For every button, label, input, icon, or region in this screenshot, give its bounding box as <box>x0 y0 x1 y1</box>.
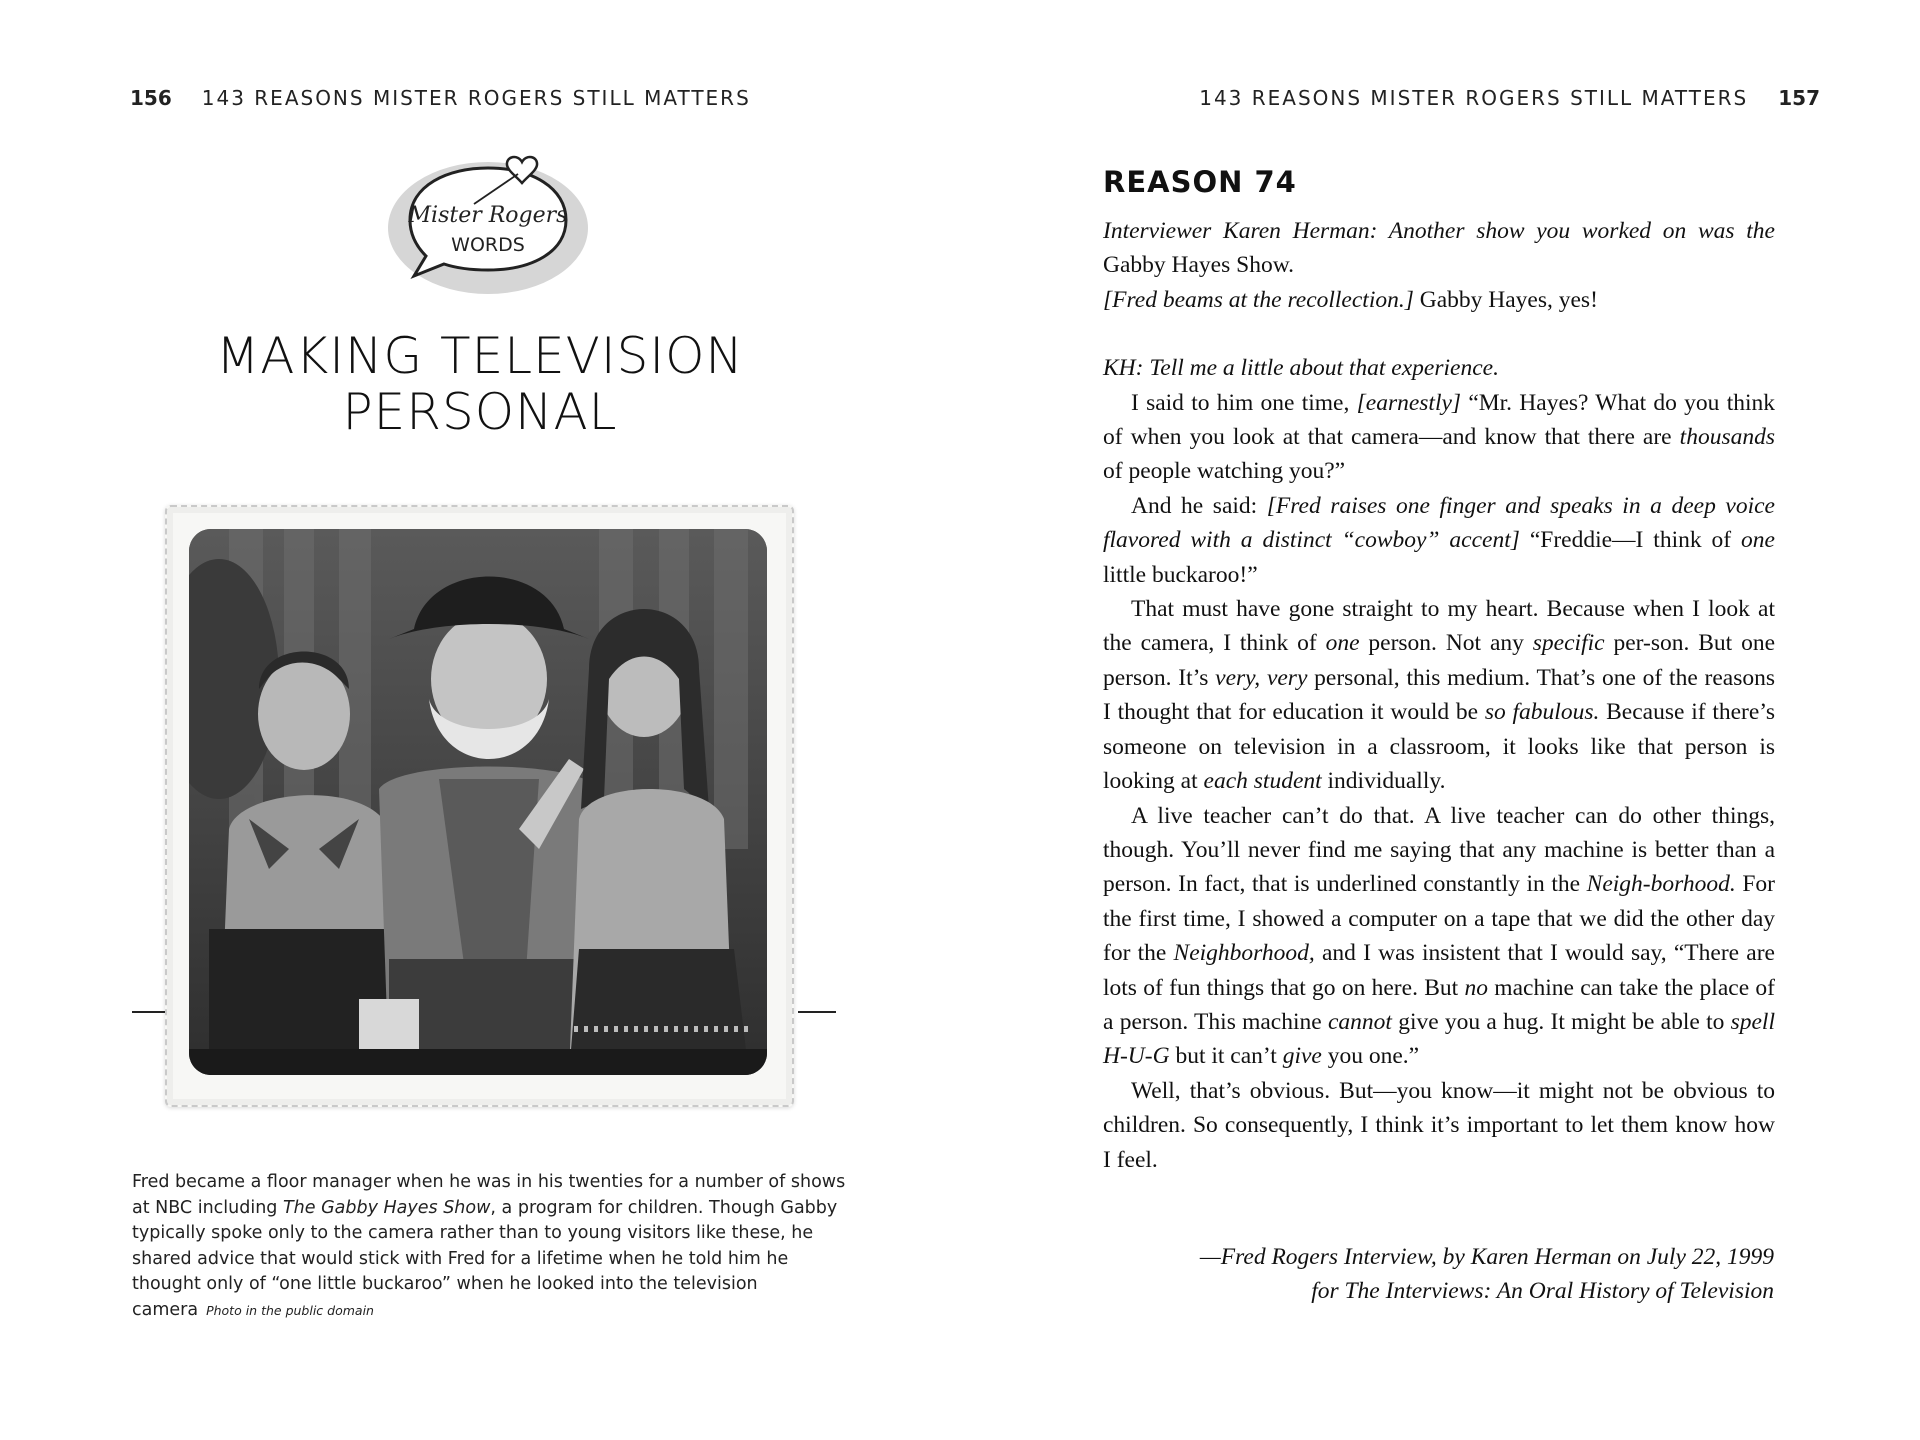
photo-illustration <box>189 529 767 1075</box>
photo-caption <box>132 1170 852 1323</box>
running-head-text-right: 143 REASONS MISTER ROGERS STILL MATTERS <box>1199 86 1749 110</box>
p4-text-a: A live teacher can’t do that. A live teacher can do other things, though. You’ll never find me saying that any machine is better than a person. In fact, that is underlined constantly in the <box>1103 802 1775 898</box>
gabby-hayes-photo <box>189 529 767 1075</box>
p2-italic-1: [Fred raises one finger and speaks in a deep voice flavored with a distinct “cowboy” accent] <box>1103 492 1775 554</box>
p4-italic-3: no <box>1464 974 1488 1001</box>
p4-text-c: and I was insistent that I would say, “There are lots of fun things that go on here. But <box>1103 940 1775 1001</box>
attribution-line-2: for The Interviews: An Oral History of Television <box>1311 1278 1774 1305</box>
attribution-line-1: —Fred Rogers Interview, by Karen Herman on July 22, 1999 <box>1199 1244 1774 1270</box>
chapter-title-line-1: MAKING TELEVISION <box>216 327 744 385</box>
p3-italic-1: one <box>1325 630 1360 657</box>
p4-italic-2: Neighborhood, <box>1173 940 1315 967</box>
right-page <box>960 0 1920 1440</box>
p3-text-a: That must have gone straight to my heart. Because when I look at the camera, I think of <box>1103 596 1775 657</box>
photo-frame <box>165 505 794 1107</box>
logo-script-text: Mister Rogers <box>408 203 568 228</box>
logo-words-label: WORDS <box>451 234 525 256</box>
p3-italic-5: each student <box>1203 768 1322 795</box>
p3-text-c: per-son. But one person. It’s <box>1103 630 1775 691</box>
caption-show-title: The Gabby Hayes Show <box>282 1197 491 1218</box>
p3-text-b: person. Not any <box>1359 630 1533 657</box>
p4-italic-4: cannot <box>1327 1008 1392 1035</box>
chapter-title <box>120 328 840 440</box>
p3-italic-4: so fabulous. <box>1484 699 1600 726</box>
answer-1-stage-direction: [Fred beams at the recollection.] <box>1103 286 1414 313</box>
p4-text-d: machine can take the place of a person. This machine <box>1103 974 1775 1035</box>
p1-text-c: of people watching you?” <box>1103 458 1346 485</box>
attribution <box>1134 1240 1774 1309</box>
paragraph-2 <box>1103 489 1775 592</box>
question-1-show: Gabby Hayes Show. <box>1103 252 1295 279</box>
p3-text-d: personal, this medium. That’s one of the reasons I thought that for education it would be <box>1103 664 1776 726</box>
p3-text-f: individually. <box>1321 768 1446 795</box>
reason-title: REASON 74 <box>1103 165 1297 199</box>
p4-text-g: you one.” <box>1321 1043 1420 1070</box>
paragraph-5: Well, that’s obvious. But—you know—it might not be obvious to children. So consequently, I think it’s important to let them know how I feel. <box>1103 1077 1775 1173</box>
p4-text-f: but it can’t <box>1169 1043 1283 1070</box>
mister-rogers-words-logo <box>370 150 600 300</box>
p1-text-b: “Mr. Hayes? What do you think of when you look at that camera—and know that there are <box>1103 389 1775 451</box>
interview-text <box>1103 214 1775 1177</box>
running-head-right <box>1199 86 1820 110</box>
running-head-text-left: 143 REASONS MISTER ROGERS STILL MATTERS <box>201 86 751 110</box>
paragraph-gap <box>1103 317 1775 351</box>
p2-text-a: And he said: <box>1131 492 1267 519</box>
page-number-left: 156 <box>130 86 172 110</box>
answer-1-text: Gabby Hayes, yes! <box>1413 286 1598 313</box>
p2-text-c: little buckaroo!” <box>1103 561 1258 588</box>
chapter-title-line-2: PERSONAL <box>342 383 618 441</box>
paragraph-3 <box>1103 592 1775 798</box>
photo-credit: Photo in the public domain <box>206 1302 374 1318</box>
p1-italic-2: thousands <box>1679 424 1775 451</box>
p1-italic-1: [earnestly] <box>1356 389 1462 416</box>
p3-text-e: Because if there’s someone on television in a classroom, it looks like that person is looking at <box>1103 699 1775 795</box>
p4-text-e: give you a hug. It might be able to <box>1391 1008 1731 1035</box>
p2-italic-2: one <box>1741 527 1775 554</box>
paragraph-4 <box>1103 799 1775 1074</box>
caption-part-1: Fred became a floor manager when he was in his twenties for a number of shows at NBC including <box>132 1172 846 1218</box>
p2-text-b: “Freddie—I think of <box>1519 527 1742 554</box>
page-number-right: 157 <box>1778 86 1820 110</box>
caption-part-2: , a program for children. Though Gabby typically spoke only to the camera rather than to young visitors like these, he shared advice that would stick with Fred for a lifetime when he told him he thought only of “one little buckaroo” when he looked into the television camera <box>132 1197 838 1320</box>
question-2: KH: Tell me a little about that experience. <box>1103 355 1499 382</box>
p4-italic-6: give <box>1282 1043 1322 1070</box>
answer-1 <box>1103 283 1775 317</box>
p1-text-a: I said to him one time, <box>1131 389 1357 416</box>
p4-italic-5: spell H-U-G <box>1103 1008 1775 1070</box>
decorative-rule-right <box>798 1011 836 1013</box>
p3-italic-3: very, very <box>1215 664 1308 691</box>
paragraph-1 <box>1103 386 1775 489</box>
p4-text-b: For the first time, I showed a computer on a tape that we did the other day for the <box>1103 871 1775 967</box>
p3-italic-2: specific <box>1532 630 1605 657</box>
p4-italic-1: Neigh-borhood. <box>1586 871 1736 898</box>
running-head-left <box>100 86 751 110</box>
question-1 <box>1103 214 1775 283</box>
question-1-italic: Interviewer Karen Herman: Another show you worked on was the <box>1103 218 1775 244</box>
